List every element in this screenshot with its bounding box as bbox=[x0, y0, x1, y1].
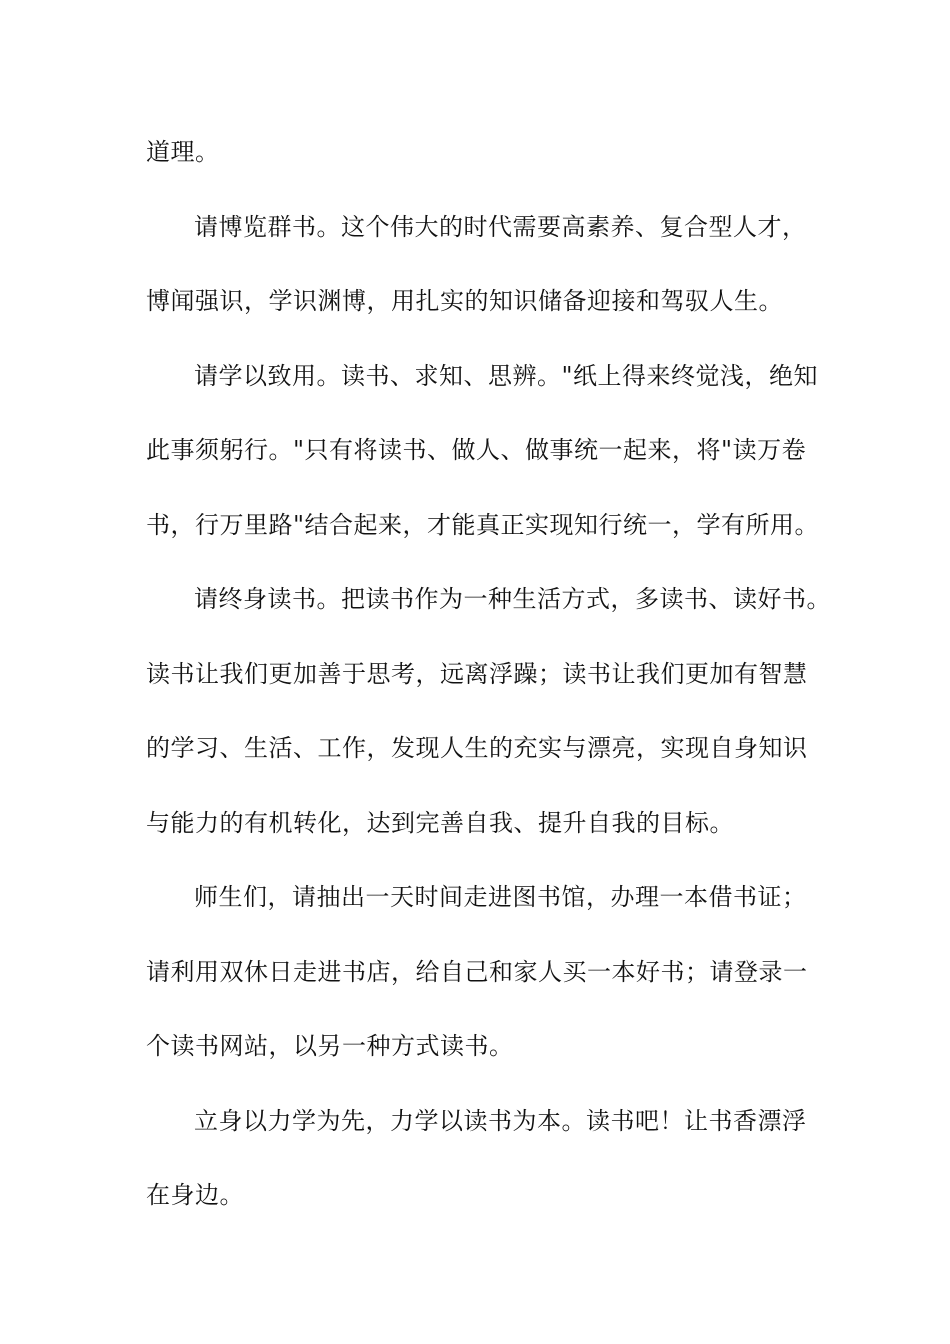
text-line: 书，行万里路"结合起来，才能真正实现知行统一，学有所用。 bbox=[146, 511, 820, 539]
paragraph-start-line: 请学以致用。读书、求知、思辨。"纸上得来终觉浅，绝知 bbox=[194, 362, 819, 390]
text-line: 此事须躬行。"只有将读书、做人、做事统一起来，将"读万卷 bbox=[146, 436, 807, 464]
text-line: 博闻强识，学识渊博，用扎实的知识储备迎接和驾驭人生。 bbox=[146, 287, 783, 315]
paragraph-start-line: 立身以力学为先，力学以读书为本。读书吧！让书香漂浮 bbox=[194, 1107, 807, 1135]
paragraph-start-line: 请博览群书。这个伟大的时代需要高素养、复合型人才， bbox=[194, 213, 807, 241]
text-line: 道理。 bbox=[146, 138, 220, 166]
paragraph-start-line: 师生们，请抽出一天时间走进图书馆，办理一本借书证； bbox=[194, 883, 807, 911]
text-line: 与能力的有机转化，达到完善自我、提升自我的目标。 bbox=[146, 809, 734, 837]
text-line: 请利用双休日走进书店，给自己和家人买一本好书；请登录一 bbox=[146, 958, 808, 986]
text-line: 读书让我们更加善于思考，远离浮躁；读书让我们更加有智慧 bbox=[146, 660, 808, 688]
paragraph-start-line: 请终身读书。把读书作为一种生活方式，多读书、读好书。 bbox=[194, 585, 831, 613]
text-line: 在身边。 bbox=[146, 1181, 244, 1209]
text-line: 个读书网站，以另一种方式读书。 bbox=[146, 1032, 514, 1060]
text-line: 的学习、生活、工作，发现人生的充实与漂亮，实现自身知识 bbox=[146, 734, 808, 762]
